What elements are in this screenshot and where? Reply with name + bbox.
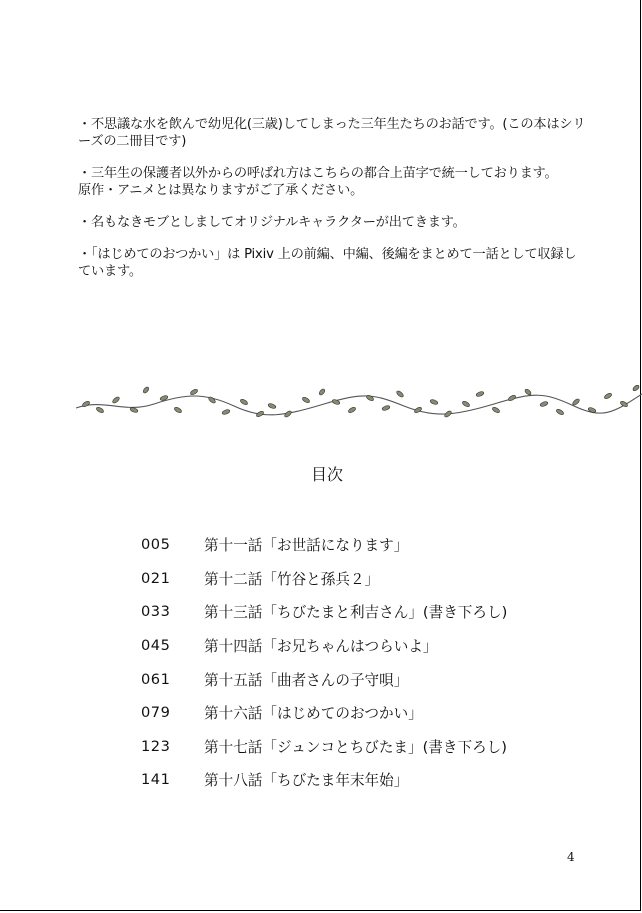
toc-page-number: 079 [141, 704, 171, 722]
toc-chapter-title: 第十一話「お世話になります」 [204, 537, 409, 555]
toc-page-number: 141 [141, 771, 171, 789]
author-notes [78, 116, 586, 295]
toc-page-number: 021 [141, 569, 171, 587]
toc-page-number: 033 [141, 603, 171, 621]
toc-entry [141, 696, 507, 730]
table-of-contents [141, 528, 507, 797]
toc-page-number: 005 [141, 536, 171, 554]
toc-heading: 目次 [310, 465, 343, 484]
toc-entry [141, 562, 507, 596]
toc-chapter-title: 第十二話「竹谷と孫兵２」 [204, 570, 380, 588]
toc-chapter-title: 第十五話「曲者さんの子守唄」 [204, 671, 409, 689]
toc-entry [141, 595, 507, 629]
toc-entry [141, 730, 507, 764]
toc-entry [141, 763, 507, 797]
toc-entry [141, 662, 507, 696]
toc-page-number: 061 [141, 670, 171, 688]
toc-chapter-title: 第十六話「はじめてのおつかい」 [204, 705, 423, 723]
note-item: ・不思議な水を飲んで幼児化(三歳)してしまった三年生たちのお話です。(この本はシリーズの二冊目です) [78, 117, 586, 149]
note-item: ・名もなきモブとしましてオリジナルキャラクターが出てきます。 [78, 215, 466, 230]
toc-entry [141, 528, 507, 562]
toc-chapter-title: 第十四話「お兄ちゃんはつらいよ」 [204, 638, 438, 656]
toc-page-number: 123 [141, 737, 171, 755]
toc-chapter-title: 第十八話「ちびたま年末年始」 [204, 772, 409, 790]
note-item: ・「はじめてのおつかい」は Pixiv 上の前編、中編、後編をまとめて一話として収録しています。 [78, 247, 577, 279]
toc-chapter-title: 第十七話「ジュンコとちびたま」(書き下ろし) [204, 738, 507, 756]
toc-chapter-title: 第十三話「ちびたまと利吉さん」(書き下ろし) [204, 604, 508, 622]
note-item: ・三年生の保護者以外からの呼ばれ方はこちらの都合上苗字で統一しております。 原作・アニメとは異なりますがご了承ください。 [78, 166, 558, 198]
toc-page-number: 045 [141, 637, 171, 655]
toc-entry [141, 629, 507, 663]
vine-divider-ornament [74, 380, 642, 420]
page-number: 4 [567, 850, 575, 864]
